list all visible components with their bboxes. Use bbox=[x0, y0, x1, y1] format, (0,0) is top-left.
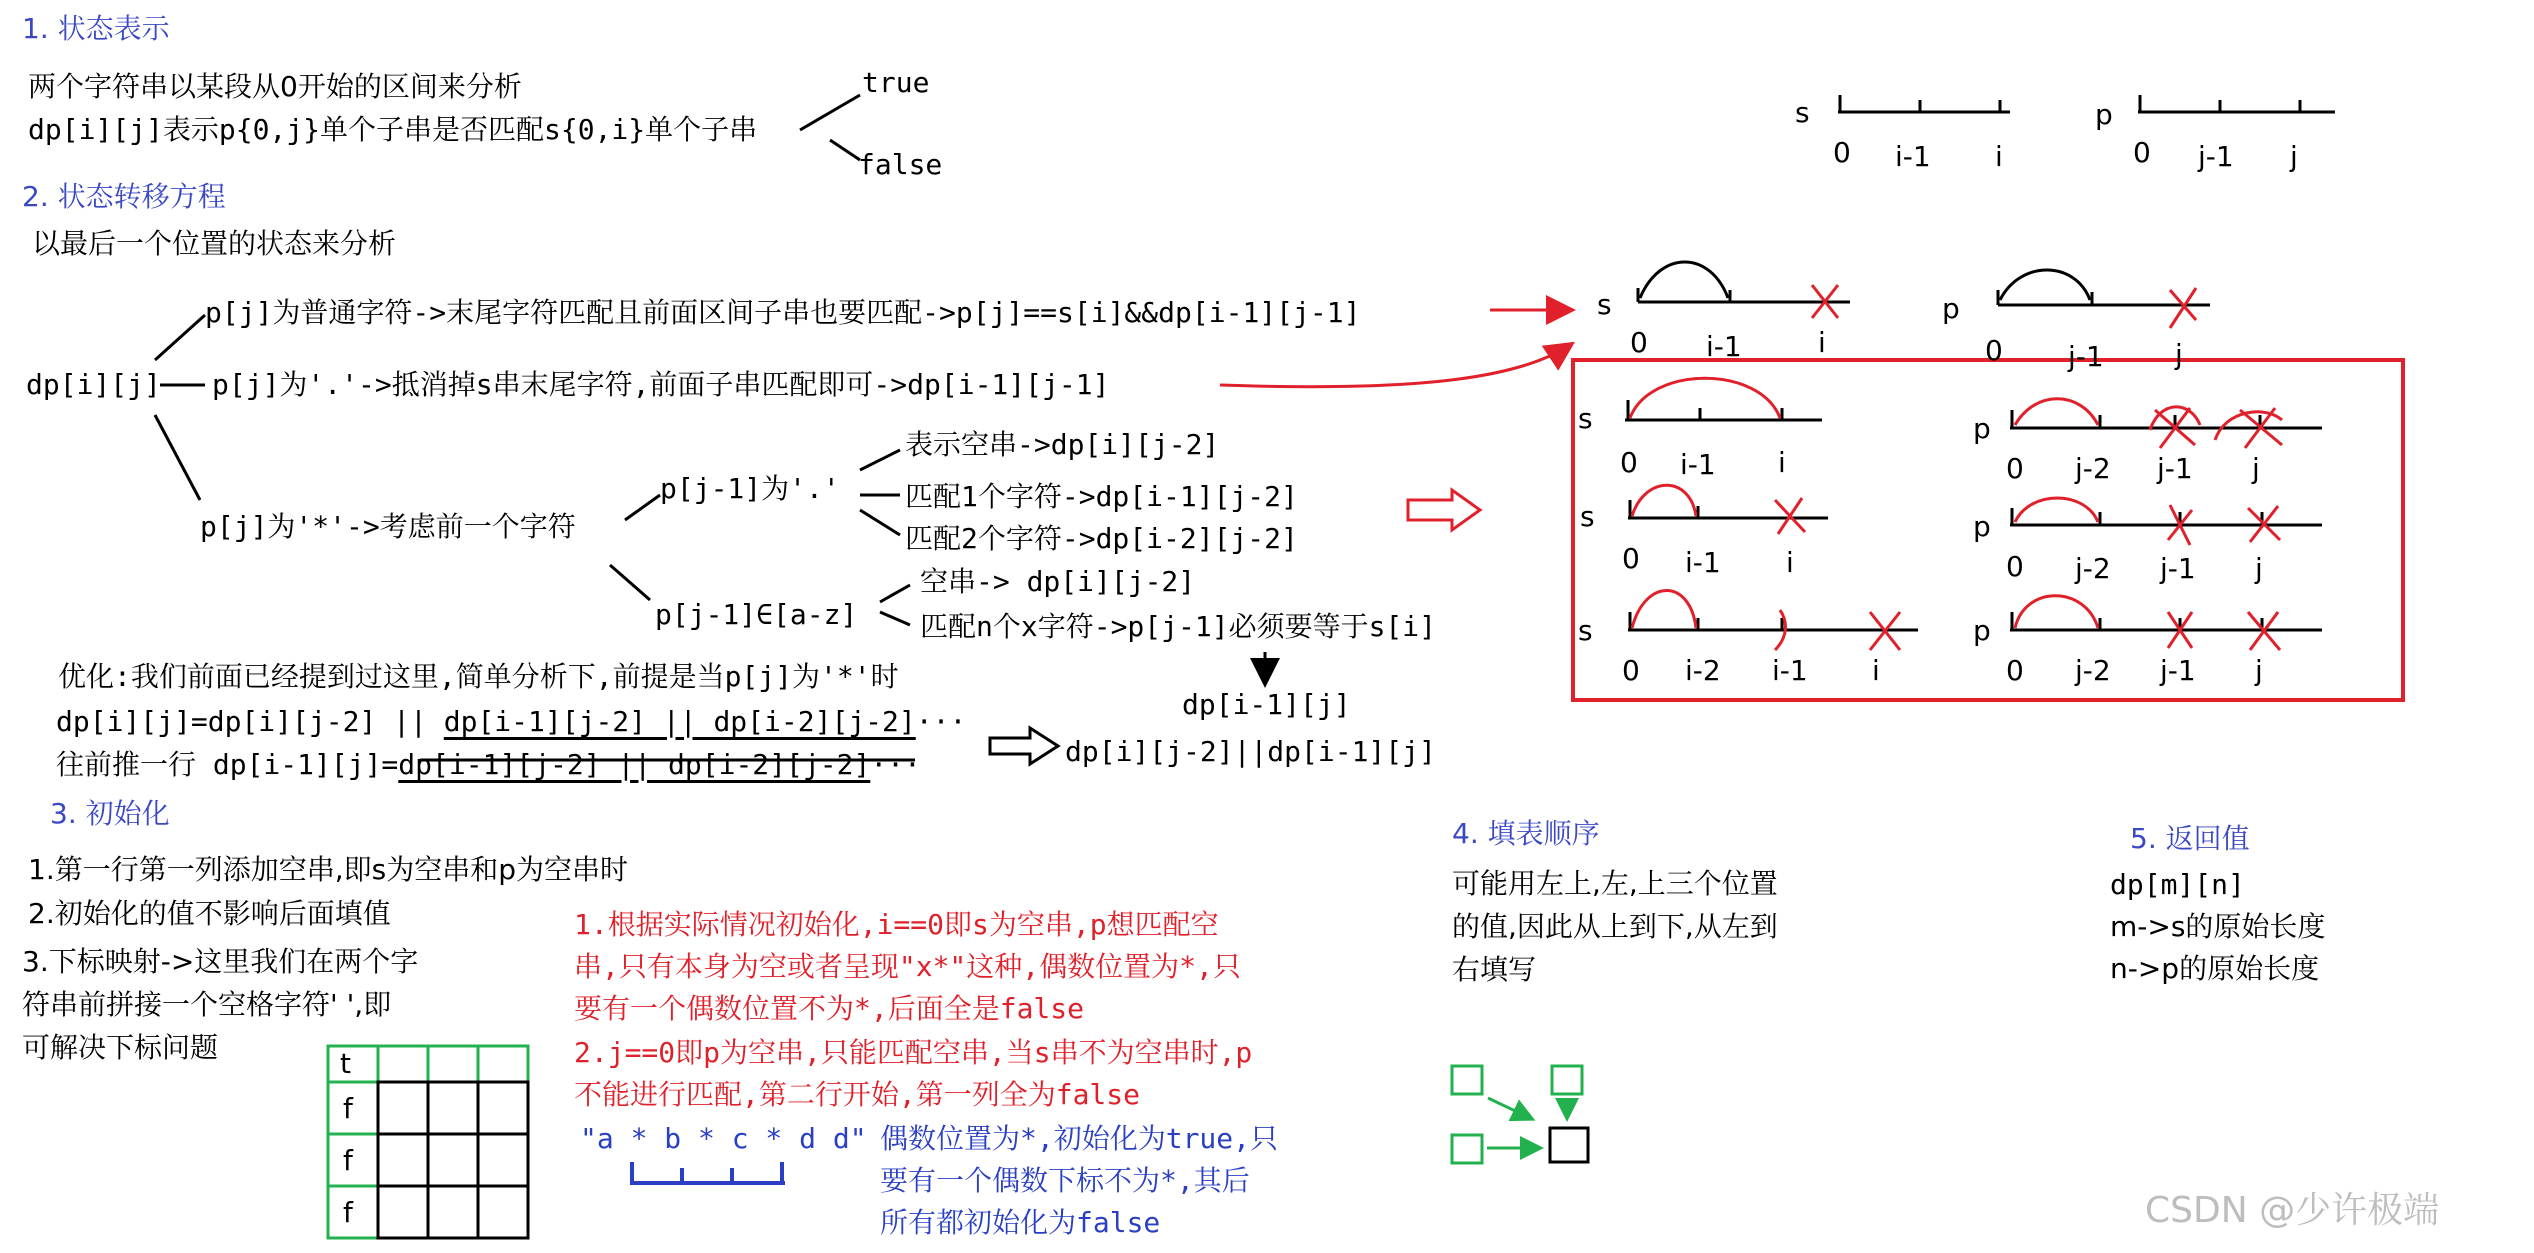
box-r3-p-tick-3: j bbox=[2255, 654, 2263, 687]
box-r3-s-tick-2: i-1 bbox=[1772, 654, 1808, 687]
top-s-label: s bbox=[1795, 96, 1810, 129]
row0-s-axis bbox=[1638, 262, 1850, 302]
true-label: true bbox=[862, 66, 930, 99]
section4-title: 4. 填表顺序 bbox=[1452, 817, 1600, 850]
box-r2-s-arc bbox=[1632, 485, 1696, 516]
init-item2: 2.初始化的值不影响后面填值 bbox=[28, 897, 391, 930]
opt-line2 bbox=[56, 748, 921, 782]
return-n: n->p的原始长度 bbox=[2110, 952, 2320, 985]
fill-order-l1: 可能用左上,左,上三个位置 bbox=[1452, 867, 1778, 900]
case-normal-char: p[j]为普通字符->末尾字符匹配且前面区间子串也要匹配->p[j]==s[i]&&dp[i-1][j-1] bbox=[205, 296, 1361, 329]
box-r2-p-label: p bbox=[1973, 510, 1991, 543]
grid-cell-f2: f bbox=[343, 1144, 353, 1177]
section1-title: 1. 状态表示 bbox=[22, 12, 170, 45]
box-r2-s-tick-1: i-1 bbox=[1685, 546, 1721, 579]
box-r1-p-arc bbox=[2015, 399, 2098, 425]
true-false-branches bbox=[800, 95, 860, 160]
az-option-2: 匹配n个x字符->p[j-1]必须要等于s[i] bbox=[920, 610, 1437, 643]
dot-option-2: 匹配1个字符->dp[i-1][j-2] bbox=[905, 480, 1298, 513]
grid-cell-f1: f bbox=[343, 1092, 353, 1125]
box-r3-s-tick-0: 0 bbox=[1622, 654, 1640, 687]
grid-cell-t: t bbox=[340, 1047, 351, 1080]
box-r3-s-arc bbox=[1632, 591, 1696, 629]
red-note-l1: 1.根据实际情况初始化,i==0即s为空串,p想匹配空 bbox=[574, 908, 1219, 941]
box-r3-s-axis bbox=[1628, 612, 1918, 630]
init-grid bbox=[328, 1046, 528, 1238]
top-s-tick-1: i-1 bbox=[1895, 140, 1931, 173]
box-r2-s-cross bbox=[1775, 498, 1805, 534]
row0-s-label: s bbox=[1597, 288, 1612, 321]
box-r1-s-tick-2: i bbox=[1778, 446, 1786, 479]
box-r3-p-tick-1: j-2 bbox=[2075, 654, 2111, 687]
top-axis-s bbox=[1838, 95, 2010, 112]
box-r2-p-tick-0: 0 bbox=[2006, 550, 2024, 583]
blue-note-l3: 所有都初始化为false bbox=[880, 1206, 1161, 1239]
box-r2-p-arc bbox=[2015, 498, 2098, 522]
blue-note-l2: 要有一个偶数下标不为*,其后 bbox=[880, 1164, 1250, 1197]
box-r1-p-tick-2: j-1 bbox=[2157, 452, 2193, 485]
section1-line2: dp[i][j]表示p{0,j}单个子串是否匹配s{0,i}单个子串 bbox=[28, 113, 758, 146]
opt-result: dp[i][j-2]||dp[i-1][j] bbox=[1065, 735, 1436, 768]
red-hollow-arrow bbox=[1408, 490, 1480, 530]
box-r1-s-tick-1: i-1 bbox=[1680, 448, 1716, 481]
opt-down-label: dp[i-1][j] bbox=[1182, 688, 1351, 721]
return-dp: dp[m][n] bbox=[2110, 868, 2245, 901]
section3-title: 3. 初始化 bbox=[50, 797, 170, 830]
row0-p-tick-2: j bbox=[2175, 338, 2183, 371]
section2-title: 2. 状态转移方程 bbox=[22, 180, 226, 213]
section1-line1: 两个字符串以某段从0开始的区间来分析 bbox=[28, 70, 522, 103]
row0-p-tick-1: j-1 bbox=[2068, 340, 2104, 373]
box-r3-p-tick-0: 0 bbox=[2006, 654, 2024, 687]
box-r1-s-label: s bbox=[1578, 402, 1593, 435]
box-r3-s-label: s bbox=[1578, 614, 1593, 647]
top-s-tick-2: i bbox=[1995, 140, 2003, 173]
dot-option-3: 匹配2个字符->dp[i-2][j-2] bbox=[905, 522, 1298, 555]
section5-title: 5. 返回值 bbox=[2130, 822, 2250, 855]
box-r2-s-label: s bbox=[1580, 500, 1595, 533]
fill-order-diagram bbox=[1452, 1066, 1588, 1163]
false-label: false bbox=[858, 148, 943, 181]
opt-line1-underlined: dp[i-1][j-2] || dp[i-2][j-2] bbox=[443, 705, 916, 738]
box-r1-p-tick-3: j bbox=[2252, 452, 2260, 485]
top-s-tick-0: 0 bbox=[1833, 136, 1851, 169]
init-item3-l2: 符串前拼接一个空格字符' ',即 bbox=[22, 988, 392, 1021]
even-position-bracket bbox=[630, 1162, 785, 1183]
tree-lines bbox=[155, 315, 910, 625]
box-r1-p-label: p bbox=[1973, 412, 1991, 445]
box-r1-s-axis bbox=[1625, 400, 1822, 420]
dot-branch: p[j-1]为'.' bbox=[660, 472, 840, 505]
box-r1-p-tick-1: j-2 bbox=[2075, 452, 2111, 485]
red-note-l4: 2.j==0即p为空串,只能匹配空串,当s串不为空串时,p bbox=[574, 1036, 1253, 1069]
az-option-1: 空串-> dp[i][j-2] bbox=[920, 565, 1196, 598]
case-dot: p[j]为'.'->抵消掉s串末尾字符,前面子串匹配即可->dp[i-1][j-1] bbox=[212, 368, 1110, 401]
box-r3-s-tick-3: i bbox=[1872, 654, 1880, 687]
dp-root: dp[i][j] bbox=[26, 368, 161, 401]
row0-s-tick-2: i bbox=[1818, 326, 1826, 359]
red-note-l3: 要有一个偶数位置不为*,后面全是false bbox=[574, 992, 1085, 1025]
row0-p-label: p bbox=[1942, 292, 1960, 325]
box-r3-p-arc bbox=[2015, 596, 2098, 628]
red-note-l5: 不能进行匹配,第二行开始,第一列全为false bbox=[574, 1078, 1141, 1111]
top-p-tick-2: j bbox=[2290, 140, 2298, 173]
box-r3-s-tick-1: i-2 bbox=[1685, 654, 1721, 687]
hollow-arrow-black bbox=[990, 728, 1058, 764]
row0-p-cross bbox=[2170, 288, 2196, 328]
csdn-watermark: CSDN @少许极端 bbox=[2145, 1190, 2440, 1231]
box-r1-p-tick-0: 0 bbox=[2006, 452, 2024, 485]
red-note-l2: 串,只有本身为空或者呈现"x*"这种,偶数位置为*,只 bbox=[574, 950, 1241, 983]
case-star: p[j]为'*'->考虑前一个字符 bbox=[200, 510, 576, 543]
opt-line1-prefix: dp[i][j]=dp[i][j-2] || bbox=[56, 705, 444, 738]
fill-order-l2: 的值,因此从上到下,从左到 bbox=[1452, 910, 1778, 943]
opt-line2-ellipsis: ··· bbox=[870, 748, 921, 781]
fill-order-l3: 右填写 bbox=[1452, 953, 1537, 986]
opt-line2-underlined: dp[i-1][j-2] || dp[i-2][j-2] bbox=[398, 748, 871, 781]
az-branch: p[j-1]∈[a-z] bbox=[655, 598, 858, 631]
top-p-label: p bbox=[2095, 98, 2113, 131]
box-r2-p-tick-3: j bbox=[2255, 552, 2263, 585]
section2-intro: 以最后一个位置的状态来分析 bbox=[32, 227, 397, 260]
return-m: m->s的原始长度 bbox=[2110, 910, 2326, 943]
opt-line1-ellipsis: ··· bbox=[915, 705, 967, 738]
top-axis-p bbox=[2138, 95, 2335, 112]
row0-s-tick-1: i-1 bbox=[1706, 330, 1742, 363]
top-p-tick-1: j-1 bbox=[2198, 140, 2234, 173]
box-r2-s-tick-2: i bbox=[1786, 546, 1794, 579]
box-r1-s-arc bbox=[1630, 378, 1780, 418]
init-item3-l3: 可解决下标问题 bbox=[22, 1031, 219, 1064]
dot-option-1: 表示空串->dp[i][j-2] bbox=[905, 428, 1220, 461]
box-r3-p-tick-2: j-1 bbox=[2160, 654, 2196, 687]
opt-title: 优化:我们前面已经提到过这里,简单分析下,前提是当p[j]为'*'时 bbox=[58, 660, 899, 693]
red-arrow-2 bbox=[1220, 345, 1570, 387]
box-r3-p-label: p bbox=[1973, 614, 1991, 647]
row0-p-tick-0: 0 bbox=[1985, 334, 2003, 367]
box-r1-s-tick-0: 0 bbox=[1620, 446, 1638, 479]
blue-note-l1: 偶数位置为*,初始化为true,只 bbox=[880, 1122, 1279, 1155]
box-r2-s-tick-0: 0 bbox=[1622, 542, 1640, 575]
init-item1: 1.第一行第一列添加空串,即s为空串和p为空串时 bbox=[28, 853, 628, 886]
grid-cell-f3: f bbox=[343, 1196, 353, 1229]
pattern-example: "a * b * c * d d" bbox=[580, 1122, 867, 1155]
box-r2-p-tick-1: j-2 bbox=[2075, 552, 2111, 585]
top-p-tick-0: 0 bbox=[2133, 136, 2151, 169]
box-r2-p-tick-2: j-1 bbox=[2160, 552, 2196, 585]
init-item3-l1: 3.下标映射->这里我们在两个字 bbox=[22, 945, 419, 978]
opt-line1 bbox=[56, 705, 966, 739]
opt-line2-prefix: 往前推一行 dp[i-1][j]= bbox=[56, 748, 399, 781]
row0-s-tick-0: 0 bbox=[1630, 326, 1648, 359]
